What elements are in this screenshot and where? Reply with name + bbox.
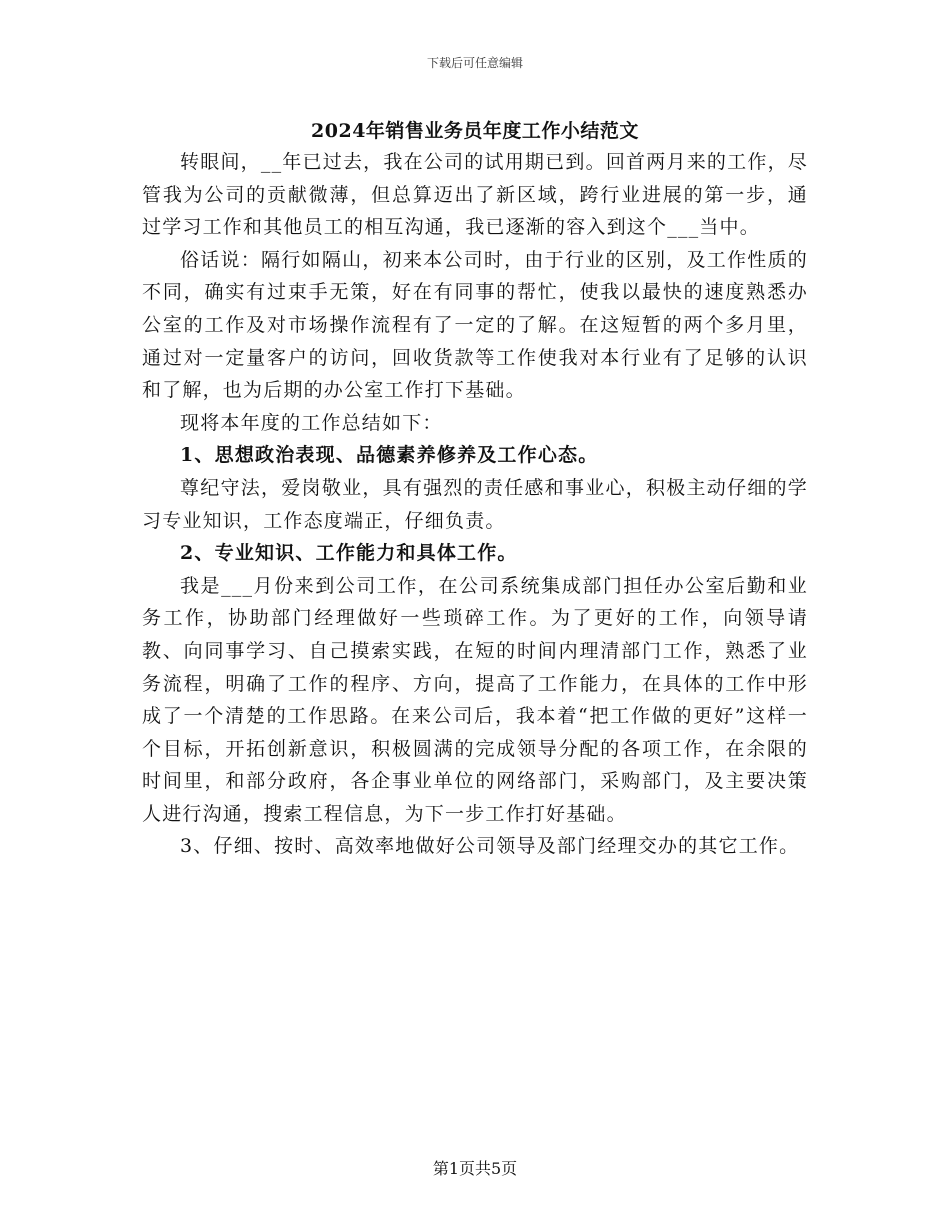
section-heading-2: 2、专业知识、工作能力和具体工作。 — [180, 542, 518, 565]
paragraph-summary-lead: 现将本年度的工作总结如下： — [180, 411, 443, 434]
document-title: 2024年销售业务员年度工作小结范文 — [311, 120, 639, 142]
paragraph-intro: 转眼间，__年已过去，我在公司的试用期已到。回首两月来的工作，尽管我为公司的贡献微薄，但总算迈出了新区域，跨行业进展的第一步，通过学习工作和其他员工的相互沟通，我已逐渐的容入到这个___当中。 — [142, 151, 808, 239]
paragraph-section-1: 尊纪守法，爱岗敬业，具有强烈的责任感和事业心，积极主动仔细的学习专业知识，工作态度端正，仔细负责。 — [142, 476, 808, 532]
section-heading-1: 1、思想政治表现、品德素养修养及工作心态。 — [180, 444, 599, 467]
page-number: 第1页共5页 — [432, 1159, 518, 1178]
paragraph-section-3: 3、仔细、按时、高效率地做好公司领导及部门经理交办的其它工作。 — [180, 835, 800, 858]
header-note: 下载后可任意编辑 — [426, 56, 523, 70]
document-body — [142, 146, 808, 863]
paragraph-section-2: 我是___月份来到公司工作，在公司系统集成部门担任办公室后勤和业务工作，协助部门经理做好一些琐碎工作。为了更好的工作，向领导请教、向同事学习、自己摸索实践，在短的时间内理清部门工作，熟悉了业务流程，明确了工作的程序、方向，提高了工作能力，在具体的工作中形成了一个清楚的工作思路。在来公司后，我本着“把工作做的更好”这样一个目标，开拓创新意识，积极圆满的完成领导分配的各项工作，在余限的时间里，和部分政府，各企事业单位的网络部门，采购部门，及主要决策人进行沟通，搜索工程信息，为下一步工作打好基础。 — [142, 574, 808, 825]
paragraph-proverb: 俗话说：隔行如隔山，初来本公司时，由于行业的区别，及工作性质的不同，确实有过束手无策，好在有同事的帮忙，使我以最快的速度熟悉办公室的工作及对市场操作流程有了一定的了解。在这短暂的两个多月里，通过对一定量客户的访问，回收货款等工作使我对本行业有了足够的认识和了解，也为后期的办公室工作打下基础。 — [142, 248, 808, 402]
